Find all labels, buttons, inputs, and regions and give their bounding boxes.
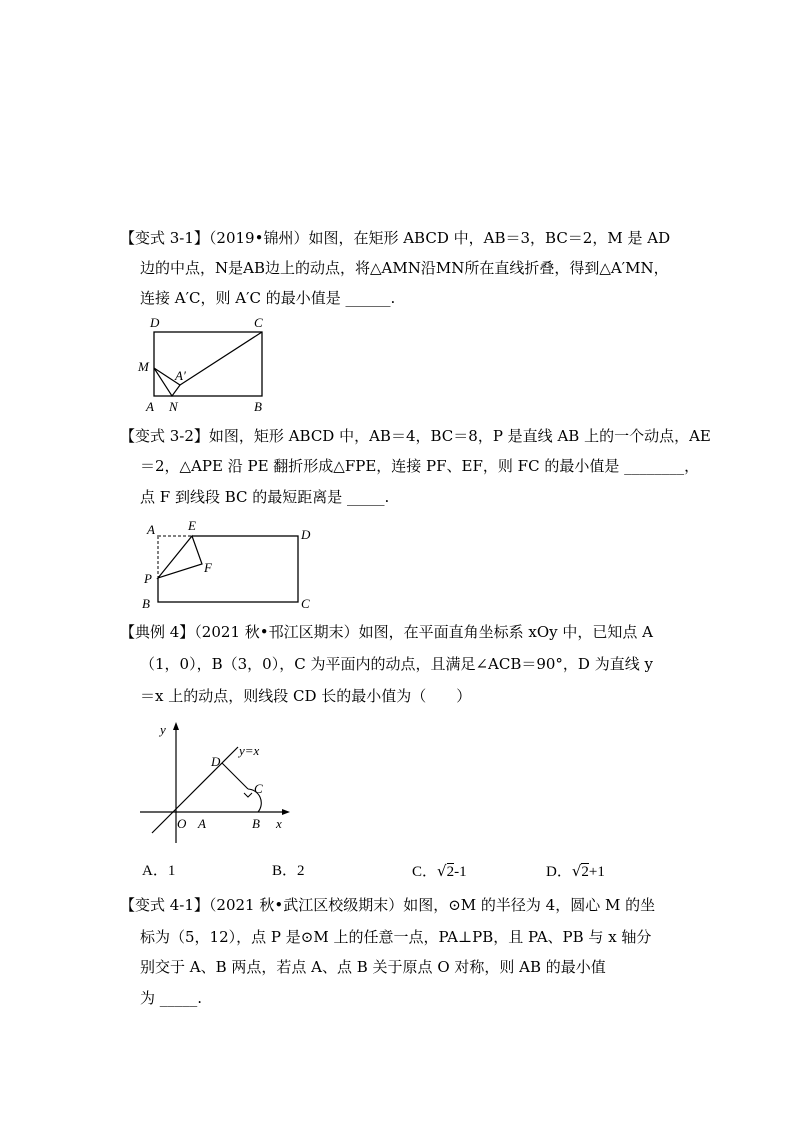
sqrt-radicand: 2 bbox=[581, 864, 589, 880]
label-d: D bbox=[211, 754, 221, 769]
label-c: C bbox=[254, 315, 263, 330]
label-a: A bbox=[146, 399, 154, 414]
problem-3-2-line-2: ＝2，△APE 沿 PE 翻折形成△FPE，连接 PF、EF，则 FC 的最小值是 ________， bbox=[140, 457, 700, 475]
figure-4-coordinate-plane bbox=[138, 713, 298, 849]
option-c-value: -1 bbox=[454, 864, 467, 880]
option-c[interactable] bbox=[412, 861, 467, 882]
label-n: N bbox=[169, 399, 178, 414]
problem-4-1-line-1: 【变式 4-1】（2021 秋•武江区校级期末）如图，⊙M 的半径为 4，圆心 M 的坐 bbox=[120, 896, 656, 914]
label-a-prime: A′ bbox=[175, 368, 186, 383]
option-c-label: C． bbox=[412, 864, 438, 880]
example-4-line-3: ＝x 上的动点，则线段 CD 长的最小值为（ ） bbox=[140, 687, 472, 705]
label-x: x bbox=[276, 816, 282, 831]
label-a: A bbox=[198, 816, 206, 831]
option-a[interactable]: A．1 bbox=[142, 863, 176, 879]
label-y: y bbox=[160, 722, 166, 737]
label-c: C bbox=[301, 596, 310, 611]
problem-3-2-line-3: 点 F 到线段 BC 的最短距离是 _____. bbox=[140, 488, 390, 506]
label-m: M bbox=[138, 359, 149, 374]
label-c: C bbox=[254, 781, 263, 796]
label-b: B bbox=[142, 596, 150, 611]
problem-3-1-line-3: 连接 A′C，则 A′C 的最小值是 ______. bbox=[140, 289, 396, 307]
option-d[interactable] bbox=[546, 861, 605, 882]
label-e: E bbox=[188, 518, 196, 533]
label-d: D bbox=[150, 315, 160, 330]
problem-3-1-line-2: 边的中点，N是AB边上的动点，将△AMN沿MN所在直线折叠，得到△A′MN， bbox=[140, 259, 669, 277]
figure-3-2-rectangle-fold bbox=[138, 516, 328, 612]
option-b[interactable]: B．2 bbox=[272, 863, 305, 879]
example-4-line-1: 【典例 4】（2021 秋•邗江区期末）如图，在平面直角坐标系 xOy 中，已知点 A bbox=[120, 623, 653, 641]
problem-4-1-line-4: 为 _____. bbox=[140, 989, 203, 1007]
figure-3-1-rectangle-fold bbox=[130, 312, 280, 418]
problem-3-2-line-1: 【变式 3-2】如图，矩形 ABCD 中，AB＝4，BC＝8，P 是直线 AB 上的一个动点，AE bbox=[120, 427, 711, 445]
label-line: y=x bbox=[239, 743, 260, 758]
example-4-line-2: （1，0），B（3，0），C 为平面内的动点，且满足∠ACB＝90°，D 为直线 y bbox=[140, 655, 653, 673]
problem-4-1-line-3: 别交于 A、B 两点，若点 A、点 B 关于原点 O 对称，则 AB 的最小值 bbox=[140, 958, 606, 976]
label-p: P bbox=[144, 571, 152, 586]
sqrt-radicand: 2 bbox=[446, 864, 455, 880]
sqrt-sign: √ bbox=[437, 862, 447, 880]
label-f: F bbox=[204, 560, 212, 575]
problem-3-1-line-1: 【变式 3-1】（2019•锦州）如图，在矩形 ABCD 中，AB＝3，BC＝2，M 是 AD bbox=[120, 229, 671, 247]
problem-4-1-line-2: 标为（5，12），点 P 是⊙M 上的任意一点，PA⊥PB，且 PA、PB 与 x 轴分 bbox=[140, 928, 652, 946]
label-b: B bbox=[254, 399, 262, 414]
option-d-label: D． bbox=[546, 864, 572, 880]
label-d: D bbox=[301, 527, 311, 542]
label-b: B bbox=[252, 816, 260, 831]
label-o: O bbox=[177, 816, 187, 831]
label-a: A bbox=[147, 522, 155, 537]
sqrt-sign: √ bbox=[571, 862, 582, 880]
option-d-value: +1 bbox=[588, 864, 605, 880]
